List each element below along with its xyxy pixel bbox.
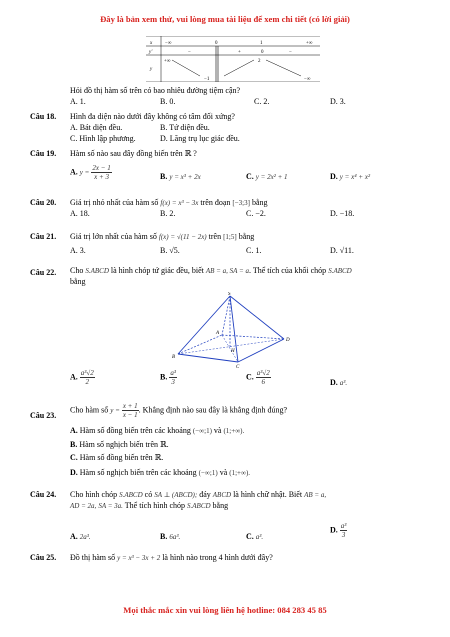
answer-option-d [330, 172, 370, 181]
question-23-text: Cho hàm số y = $\frac{x + 1}{x - 1}$ . Khẳng định nào sau đây là khẳng định đúng? [70, 402, 288, 419]
hotline-footer: Mọi thắc mắc xin vui lòng liên hệ hotline: 084 283 45 85 [123, 605, 327, 615]
option-label: B. [160, 532, 168, 541]
question-number: Câu 25. [30, 553, 57, 562]
answer-option-a: A. Hàm số đồng biến trên các khoảng (−∞;1) và (1;+∞). [70, 426, 245, 435]
answer-option: B. 2. [160, 209, 176, 218]
question-24-text-line2: AD = 2a, SA = 3a. Thể tích hình chóp S.ABCD bằng [70, 501, 229, 510]
vertex-label: A [216, 331, 220, 336]
row-label-x: x [150, 41, 153, 46]
x-value: +∞ [306, 41, 313, 46]
vertex-label: B [172, 355, 176, 360]
answer-option-a: A. 2a³. [70, 532, 91, 541]
fraction: $\frac{\text{a³√2}}{2}$ [80, 369, 94, 386]
answer-option: A. Bát diện đều. [70, 123, 123, 132]
answer-option-a [70, 369, 95, 386]
question-18-text: Hình đa diện nào dưới đây không có tâm đối xứng? [70, 112, 235, 121]
option-label: A. [70, 532, 78, 541]
question-number: Câu 18. [30, 112, 57, 121]
question-21-text: Giá trị lớn nhất của hàm số f(x) = √(11 − 2x) trên [1;5] bằng [70, 232, 255, 241]
fraction: $\frac{\text{a³}}{3}$ [340, 522, 347, 539]
answer-option-c: C. a³. [246, 532, 264, 541]
derivative-sign: + [238, 50, 241, 55]
answer-option-d: D. Hàm số nghịch biến trên các khoảng (−∞;1) và (1;+∞). [70, 468, 251, 477]
y-value: −1 [204, 77, 210, 82]
answer-option-c: C. Hàm số đồng biến trên ℝ. [70, 453, 164, 462]
answer-option: A. 18. [70, 209, 90, 218]
answer-option: D. Lăng trụ lục giác đều. [160, 134, 240, 143]
answer-option: B. √5. [160, 246, 180, 255]
option-label: B. [160, 172, 168, 181]
answer-option: C. Hình lập phương. [70, 134, 136, 143]
option-label: C. [246, 172, 254, 181]
answer-option-b [160, 369, 177, 386]
vertex-label: D [286, 338, 290, 343]
fraction: $\frac{x + 1}{x - 1}$ [122, 402, 138, 419]
variation-table [146, 36, 320, 82]
y-value: +∞ [164, 59, 171, 64]
answer-option: C. 1. [246, 246, 262, 255]
option-math: y = [79, 168, 90, 177]
option-math: y = x³ + 2x [169, 173, 201, 181]
fraction: $\frac{\text{a³}}{3}$ [170, 369, 176, 386]
option-math: y = x⁴ + x² [339, 173, 371, 181]
answer-option: B. Tứ diện đều. [160, 123, 210, 132]
fraction: $\frac{\text{a³√2}}{6}$ [256, 369, 270, 386]
derivative-sign: − [188, 50, 191, 55]
option-label: B. [160, 372, 168, 382]
answer-option: B. 0. [160, 97, 176, 106]
fraction: $\frac{2x - 1}{x + 3}$ [92, 164, 111, 181]
question-number: Câu 21. [30, 232, 57, 241]
row-label-yprime: y' [149, 50, 153, 55]
vertex-label: H [231, 349, 235, 354]
answer-option-a [70, 164, 112, 181]
option-label: D. [330, 172, 338, 181]
question-number: Câu 23. [30, 411, 57, 420]
question-25-text: Đồ thị hàm số y = x³ − 3x + 2 là hình nào trong 4 hình dưới đây? [70, 553, 273, 562]
question-number: Câu 19. [30, 149, 57, 158]
pyramid-figure [170, 292, 308, 368]
answer-option: C. −2. [246, 209, 266, 218]
answer-option: C. 2. [254, 97, 270, 106]
x-value: 1 [260, 41, 263, 46]
option-label: D. [330, 525, 338, 535]
option-label: D. [330, 378, 338, 387]
option-label: C. [246, 372, 254, 382]
option-math: y = 2x² + 1 [255, 173, 288, 181]
answer-option-c [246, 369, 271, 386]
vertex-label: C [236, 365, 240, 368]
question-17-text: Hỏi đồ thị hàm số trên có bao nhiêu đường tiệm cận? [70, 86, 241, 95]
y-value: −∞ [304, 77, 311, 82]
option-label: A. [70, 167, 78, 177]
question-22-text-end: bằng [70, 277, 86, 286]
derivative-sign: 0 [261, 50, 264, 55]
answer-option: D. −18. [330, 209, 355, 218]
answer-option-b: B. Hàm số nghịch biến trên ℝ. [70, 440, 169, 449]
answer-option-b: B. 6a³. [160, 532, 181, 541]
question-number: Câu 24. [30, 490, 57, 499]
question-20-text: Giá trị nhỏ nhất của hàm số f(x) = x³ − 3x trên đoạn [−3;3] bằng [70, 198, 268, 207]
answer-option-c [246, 172, 288, 181]
question-22-text: Cho S.ABCD là hình chóp tứ giác đều, biết AB = a, SA = a. Thể tích của khối chóp S.ABCD [70, 266, 352, 275]
question-number: Câu 22. [30, 268, 57, 277]
answer-option: D. 3. [330, 97, 346, 106]
question-24-text: Cho hình chóp S.ABCD có SA ⊥ (ABCD); đáy ABCD là hình chữ nhật. Biết AB = a, [70, 490, 327, 499]
answer-option-b [160, 172, 201, 181]
question-19-text: Hàm số nào sau đây đồng biến trên ℝ ? [70, 149, 197, 158]
option-label: A. [70, 372, 78, 382]
derivative-sign: − [289, 50, 292, 55]
question-number: Câu 20. [30, 198, 57, 207]
y-value: 2 [258, 59, 261, 64]
vertex-label: S [228, 292, 231, 297]
option-math: a³. [339, 379, 348, 387]
answer-option-d [330, 378, 347, 387]
option-label: C. [246, 532, 254, 541]
answer-option: A. 1. [70, 97, 86, 106]
x-value: 0 [215, 41, 218, 46]
answer-option: A. 3. [70, 246, 86, 255]
answer-option: D. √11. [330, 246, 354, 255]
preview-header: Đây là bản xem thử, vui lòng mua tài liệu để xem chi tiết (có lời giải) [100, 14, 350, 24]
answer-option-d [330, 522, 347, 539]
row-label-y: y [150, 67, 153, 72]
x-value: −∞ [165, 41, 172, 46]
